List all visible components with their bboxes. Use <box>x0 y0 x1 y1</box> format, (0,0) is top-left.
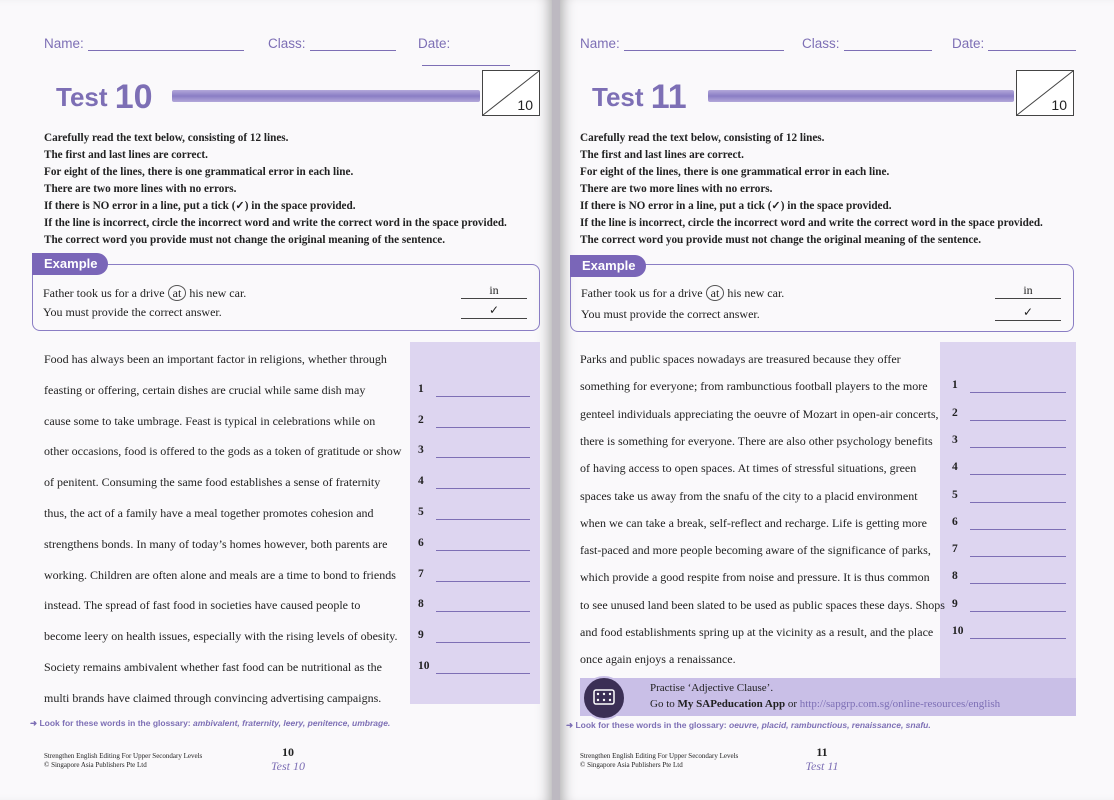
example-line-1: Father took us for a drive at his new car. <box>43 286 247 300</box>
passage-line: other occasions, food is offered to the gods as a token of gratitude or show <box>44 444 402 459</box>
passage-line: of having access to open spaces. At times of stressful situations, green <box>580 461 917 476</box>
line-number: 10 <box>952 625 964 637</box>
app-logo-icon <box>582 676 626 720</box>
test-title-row <box>44 70 540 122</box>
example-line-1: Father took us for a drive at his new car. <box>581 286 785 300</box>
answer-line[interactable] <box>436 672 530 674</box>
passage-line: cause some to take umbrage. Feast is typical in celebrations while on <box>44 413 376 428</box>
answer-line[interactable] <box>436 518 530 520</box>
class-field[interactable]: Class: <box>268 36 396 51</box>
line-number: 9 <box>418 629 424 642</box>
answer-line[interactable] <box>970 391 1066 393</box>
answer-line[interactable] <box>970 610 1066 612</box>
instructions: Carefully read the text below, consisting of 12 lines. The first and last lines are correct. For eight of the lines, there is one grammatical error in each line. There are two more lines with no errors. If there is NO error in a line, put a tick (✓) in the space provided. If the line is incorrect, circle the incorrect word and write the correct word in the space provided. The correct word you provide must not change the original meaning of the sentence. <box>580 132 1043 246</box>
answer-line[interactable] <box>970 582 1066 584</box>
line-number: 5 <box>952 488 958 501</box>
passage-line: feasting or offering, certain dishes are crucial while same dish may <box>44 382 366 397</box>
footer-credit: Strengthen English Editing For Upper Secondary Levels © Singapore Asia Publishers Pte Ltd <box>580 752 739 769</box>
answer-line[interactable] <box>970 555 1066 557</box>
circled-word: at <box>168 285 187 301</box>
resource-link[interactable]: http://sapgrp.com.sg/online-resources/english <box>799 698 1001 710</box>
passage-line: instead. The spread of fast food in societies have caused people to <box>44 598 361 613</box>
line-number: 8 <box>952 570 958 583</box>
answer-line[interactable] <box>970 528 1066 530</box>
answer-line[interactable] <box>436 610 530 612</box>
circled-word: at <box>706 285 725 301</box>
example-answer-1: in <box>995 283 1061 299</box>
passage-line: once again enjoys a renaissance. <box>580 652 736 667</box>
passage-line: there is something for everyone. There are also other psychology benefits <box>580 433 933 448</box>
passage-line: when we can take a break, self-reflect and recharge. Life is getting more <box>580 515 927 530</box>
passage-line: thus, the act of a family have a meal together promotes cohesion and <box>44 506 374 520</box>
example-answer-2: ✓ <box>461 303 527 319</box>
line-number: 9 <box>952 597 958 610</box>
example-line-2: You must provide the correct answer. <box>581 307 760 321</box>
page-number: 11 Test 11 <box>805 745 839 773</box>
answer-line[interactable] <box>970 501 1066 503</box>
passage-line: become leery on health issues, especially with the rising levels of obesity. <box>44 629 398 644</box>
passage-line: genteel individuals appreciating the oeuvre of Mozart in open-air concerts, <box>580 406 939 421</box>
name-field[interactable]: Name: <box>44 36 244 51</box>
passage-line: Food has always been an important factor in religions, whether through <box>44 352 387 366</box>
title-bar <box>708 90 1014 102</box>
answer-line[interactable] <box>436 456 530 458</box>
line-number: 1 <box>952 379 958 392</box>
answer-line[interactable] <box>970 419 1066 421</box>
passage-line: to see unused land been slated to be used as public spaces these days. Shops <box>580 597 945 612</box>
name-field[interactable]: Name: <box>580 36 784 51</box>
passage-line: spaces take us away from the snafu of the city to a placid environment <box>580 488 918 503</box>
example-box <box>32 264 540 331</box>
answer-line[interactable] <box>436 487 530 489</box>
score-box[interactable]: 10 <box>1016 70 1074 116</box>
answer-line[interactable] <box>436 395 530 397</box>
date-field[interactable]: Date: <box>418 36 540 66</box>
line-number: 2 <box>418 413 424 426</box>
practise-banner: Practise ‘Adjective Clause’. Go to My SAPeducation App or http://sapgrp.com.sg/online-resources/english <box>580 678 1076 716</box>
example-tab: Example <box>32 253 108 275</box>
line-number: 3 <box>418 444 424 457</box>
answer-line[interactable] <box>970 473 1066 475</box>
line-number: 4 <box>952 461 958 474</box>
passage-line: of penitent. Consuming the same food establishes a sense of fraternity <box>44 475 381 490</box>
test-title: Test 10 <box>56 78 153 116</box>
footer-credit: Strengthen English Editing For Upper Secondary Levels © Singapore Asia Publishers Pte Ltd <box>44 752 203 769</box>
class-field[interactable]: Class: <box>802 36 932 51</box>
line-number: 8 <box>418 598 424 611</box>
glossary-note: ➜ Look for these words in the glossary: ambivalent, fraternity, leery, penitence, umbrage. <box>30 718 391 728</box>
passage-line: Society remains ambivalent whether fast food can be nutritional as the <box>44 660 382 674</box>
line-number: 10 <box>418 660 430 672</box>
passage-line: strengthens bonds. In many of today’s homes however, both parents are <box>44 536 388 551</box>
header-fields <box>44 36 540 56</box>
date-field[interactable]: Date: <box>952 36 1076 51</box>
answer-line[interactable] <box>436 580 530 582</box>
app-name: My SAPeducation App <box>677 698 786 710</box>
answer-line[interactable] <box>436 641 530 643</box>
example-line-2: You must provide the correct answer. <box>43 305 222 319</box>
test-title-row <box>580 70 1074 122</box>
example-answer-1: in <box>461 283 527 299</box>
right-page <box>560 0 1114 800</box>
passage-line: which provide a good respite from noise and pressure. It is thus common <box>580 570 930 585</box>
answer-line[interactable] <box>436 549 530 551</box>
passage-line: working. Children are often alone and meals are a time to bond to friends <box>44 567 396 582</box>
line-number: 2 <box>952 406 958 419</box>
example-tab: Example <box>570 255 646 277</box>
line-number: 6 <box>952 515 958 528</box>
book-gutter <box>552 0 560 800</box>
glossary-note: ➜ Look for these words in the glossary: oeuvre, placid, rambunctious, renaissance, snafu. <box>566 720 931 730</box>
passage-line: fast-paced and more people becoming aware of the significance of parks, <box>580 543 931 558</box>
line-number: 1 <box>418 382 424 395</box>
line-number: 7 <box>952 543 958 556</box>
line-number: 4 <box>418 475 424 488</box>
passage-line: Parks and public spaces nowadays are treasured because they offer <box>580 352 901 366</box>
score-box[interactable]: 10 <box>482 70 540 116</box>
instructions: Carefully read the text below, consisting of 12 lines. The first and last lines are correct. For eight of the lines, there is one grammatical error in each line. There are two more lines with no errors. If there is NO error in a line, put a tick (✓) in the space provided. If the line is incorrect, circle the incorrect word and write the correct word in the space provided. The correct word you provide must not change the original meaning of the sentence. <box>44 132 507 246</box>
example-answer-2: ✓ <box>995 305 1061 321</box>
passage-line: multi brands have claimed through convincing advertising campaigns. <box>44 690 382 705</box>
example-box <box>570 264 1074 332</box>
left-page <box>0 0 552 800</box>
test-title: Test 11 <box>592 78 687 116</box>
line-number: 3 <box>952 433 958 446</box>
passage-line: something for everyone; from rambunctious football players to the more <box>580 379 928 394</box>
passage-line: and food establishments spring up at the vicinity as a result, and the place <box>580 625 934 639</box>
title-bar <box>172 90 480 102</box>
answer-line[interactable] <box>970 446 1066 448</box>
line-number: 6 <box>418 536 424 549</box>
answer-line[interactable] <box>970 637 1066 639</box>
line-number: 5 <box>418 506 424 518</box>
page-number: 10 Test 10 <box>271 745 305 773</box>
line-number: 7 <box>418 567 424 580</box>
answer-line[interactable] <box>436 426 530 428</box>
header-fields <box>580 36 1102 56</box>
